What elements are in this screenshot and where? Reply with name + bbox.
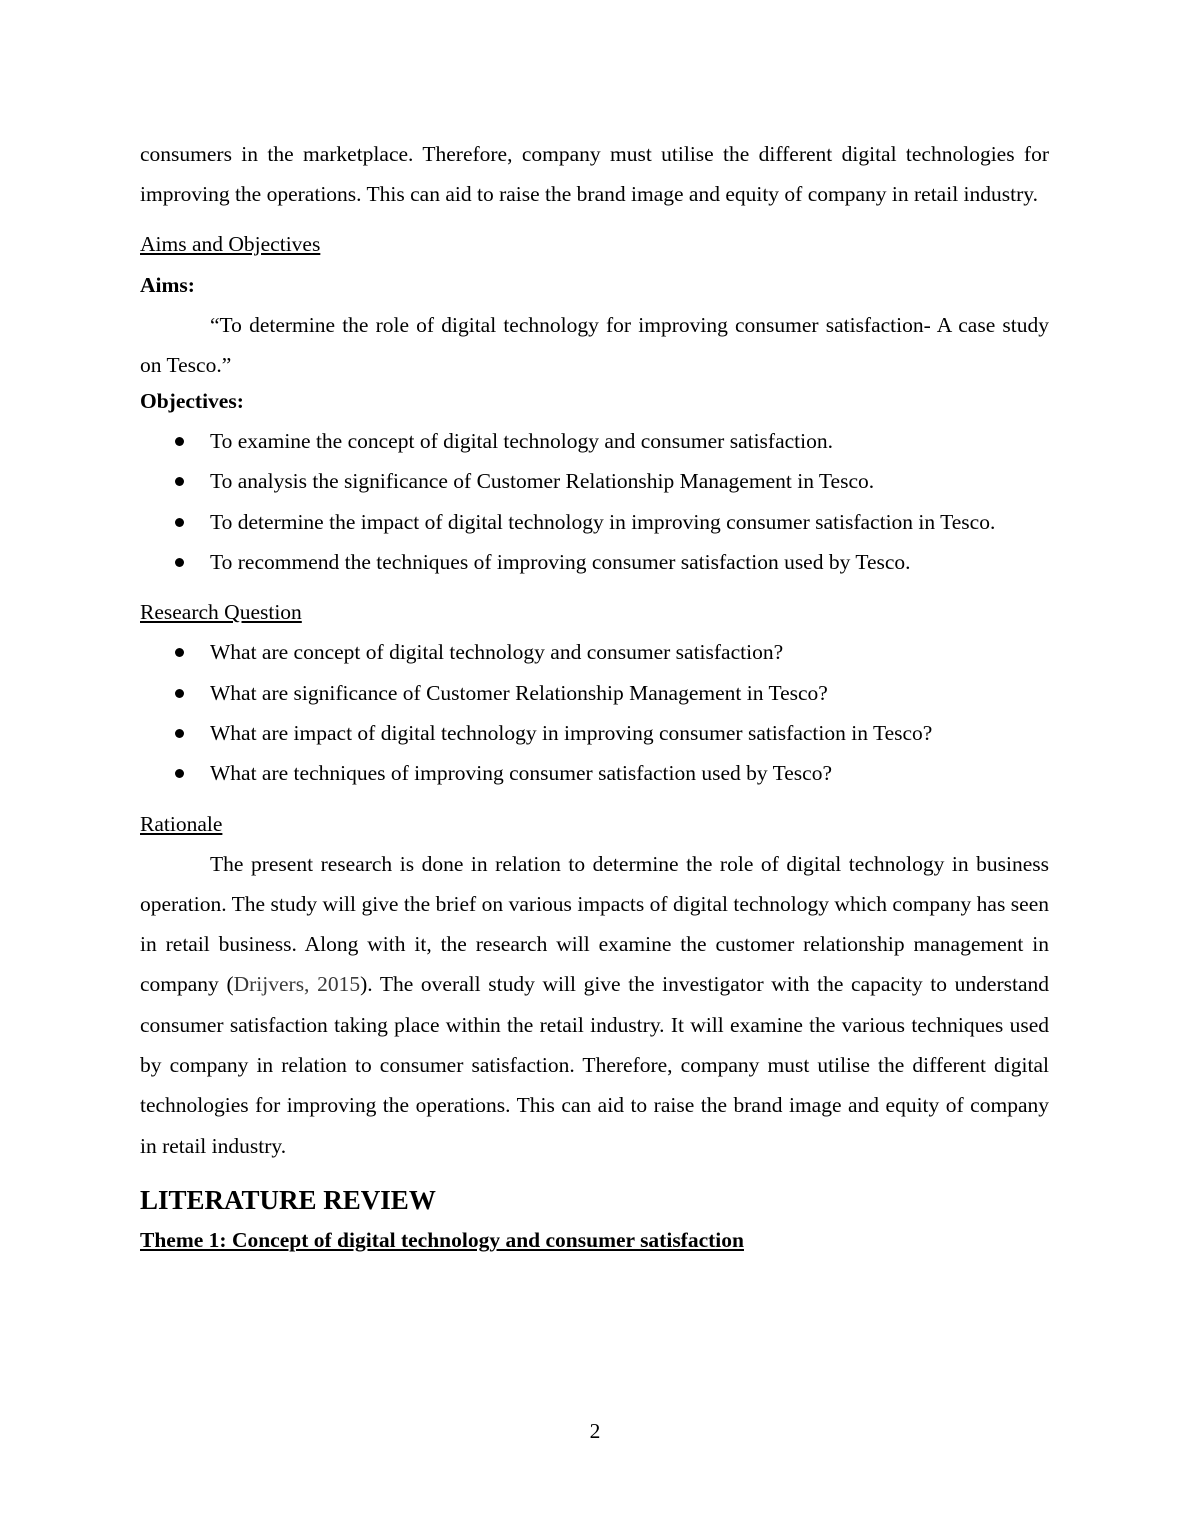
research-question-item — [140, 632, 1049, 672]
aims-objectives-heading: Aims and Objectives — [140, 231, 321, 256]
bullet-icon — [175, 729, 184, 738]
aim-statement: “To determine the role of digital technology for improving consumer satisfaction- A case study on Tesco.” — [140, 312, 1049, 377]
rationale-text-part-2: ). The overall study will give the investigator with the capacity to understand consumer satisfaction taking place within the retail industry. It will examine the various techniques used by company in relation to consumer satisfaction. Therefore, company must utilise the different digital technologies for improving the operations. This can aid to raise the brand image and equity of company in retail industry. — [140, 972, 1049, 1158]
research-question-text: What are impact of digital technology in improving consumer satisfaction in Tesco? — [210, 720, 933, 745]
bullet-icon — [175, 689, 184, 698]
page-body — [140, 134, 1049, 1255]
bullet-icon — [175, 648, 184, 657]
bullet-icon — [175, 518, 184, 527]
objectives-list — [140, 421, 1049, 582]
objective-item — [140, 421, 1049, 461]
literature-review-heading: LITERATURE REVIEW — [140, 1184, 436, 1215]
objective-item — [140, 502, 1049, 542]
research-question-text: What are significance of Customer Relationship Management in Tesco? — [210, 680, 828, 705]
bullet-icon — [175, 558, 184, 567]
rationale-heading: Rationale — [140, 811, 223, 836]
objective-text: To determine the impact of digital technology in improving consumer satisfaction in Tesco. — [210, 509, 996, 534]
research-question-item — [140, 673, 1049, 713]
bullet-icon — [175, 477, 184, 486]
research-question-heading: Research Question — [140, 600, 302, 625]
objective-text: To recommend the techniques of improving consumer satisfaction used by Tesco. — [210, 550, 911, 575]
research-question-text: What are concept of digital technology and consumer satisfaction? — [210, 640, 784, 665]
rationale-paragraph — [140, 844, 1049, 1166]
objective-text: To examine the concept of digital technology and consumer satisfaction. — [210, 429, 833, 454]
page-number: 2 — [589, 1419, 601, 1443]
rationale-citation: Drijvers, 2015 — [233, 972, 361, 997]
intro-paragraph: consumers in the marketplace. Therefore, company must utilise the different digital technologies for improving the operations. This can aid to raise the brand image and equity of company in retail industry. — [140, 142, 1049, 207]
aims-label: Aims: — [140, 272, 195, 297]
research-questions-list — [140, 632, 1049, 793]
objective-item — [140, 461, 1049, 501]
theme-1-heading: Theme 1: Concept of digital technology and consumer satisfaction — [140, 1227, 744, 1252]
objectives-label: Objectives: — [140, 389, 244, 414]
research-question-text: What are techniques of improving consumer satisfaction used by Tesco? — [210, 761, 833, 786]
research-question-item — [140, 713, 1049, 753]
objective-item — [140, 542, 1049, 582]
research-question-item — [140, 753, 1049, 793]
objective-text: To analysis the significance of Customer Relationship Management in Tesco. — [210, 469, 875, 494]
bullet-icon — [175, 769, 184, 778]
rationale-text-part-1: The present research is done in relation to determine the role of digital technology in business operation. The study will give the brief on various impacts of digital technology which company has seen in retail business. Along with it, the research will examine the customer relationship management in company ( — [140, 851, 1049, 997]
bullet-icon — [175, 437, 184, 446]
